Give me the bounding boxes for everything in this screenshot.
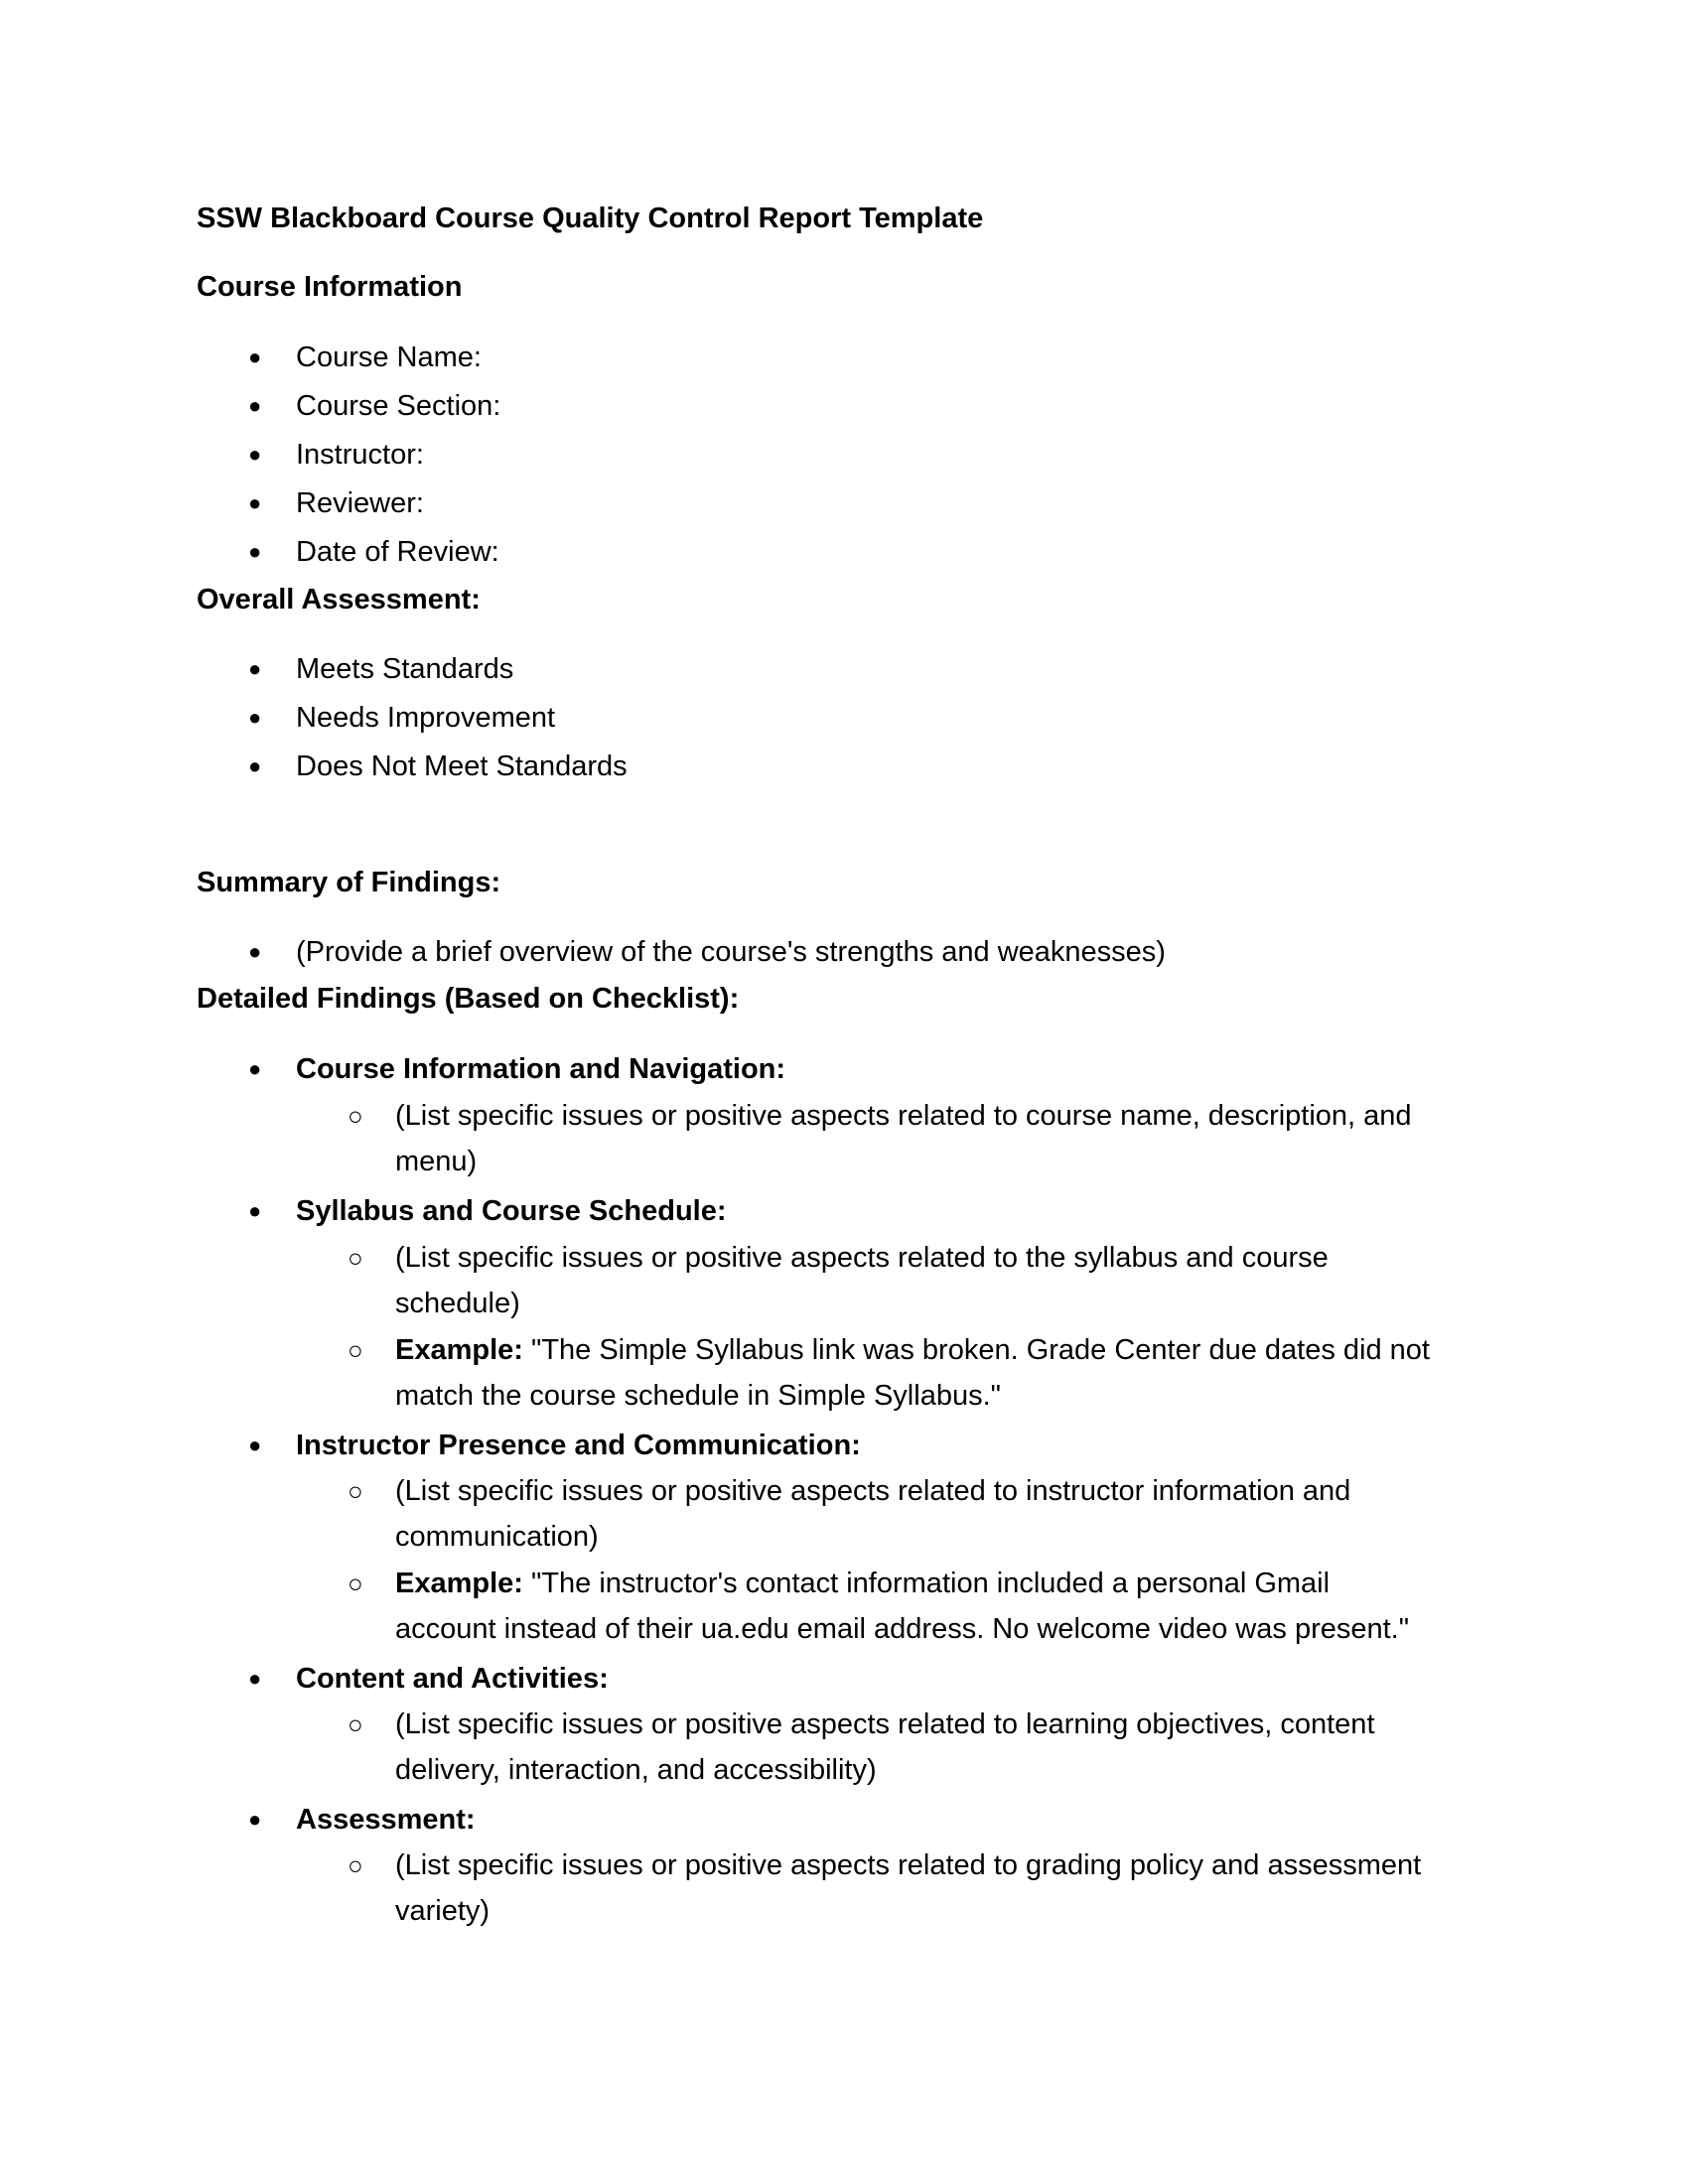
- list-item: ● (Provide a brief overview of the course's strengths and weaknesses): [296, 929, 1166, 975]
- list-item: ● Course Section:: [296, 383, 500, 429]
- bullet-icon: ●: [248, 656, 262, 681]
- course-information-heading: Course Information: [197, 271, 463, 303]
- circle-bullet-icon: ○: [348, 1850, 363, 1880]
- bullet-icon: ●: [248, 705, 262, 730]
- sub-item: ○ (List specific issues or positive aspects related to learning objectives, content delivery, interaction, and accessibility): [395, 1702, 1448, 1793]
- sub-item: ○ (List specific issues or positive aspects related to course name, description, and menu): [395, 1093, 1448, 1184]
- circle-bullet-icon: ○: [348, 1476, 363, 1506]
- detailed-findings-heading: Detailed Findings (Based on Checklist):: [197, 983, 740, 1015]
- bullet-icon: ●: [248, 539, 262, 564]
- list-item: ● Date of Review:: [296, 529, 499, 575]
- bullet-icon: ●: [248, 1198, 262, 1223]
- bullet-icon: ●: [248, 753, 262, 778]
- list-item: ● Instructor:: [296, 432, 424, 478]
- overall-assessment-heading: Overall Assessment:: [197, 584, 481, 615]
- bullet-icon: ●: [248, 1807, 262, 1832]
- section-title: ● Course Information and Navigation:: [296, 1046, 785, 1092]
- bullet-icon: ●: [248, 939, 262, 964]
- bullet-icon: ●: [248, 393, 262, 418]
- section-title: ● Syllabus and Course Schedule:: [296, 1188, 727, 1234]
- sub-item: ○ (List specific issues or positive aspects related to the syllabus and course schedule): [395, 1235, 1448, 1326]
- document-title: SSW Blackboard Course Quality Control Report Template: [197, 203, 984, 234]
- circle-bullet-icon: ○: [348, 1243, 363, 1273]
- section-title: ● Instructor Presence and Communication:: [296, 1423, 861, 1468]
- bullet-icon: ●: [248, 442, 262, 467]
- circle-bullet-icon: ○: [348, 1335, 363, 1365]
- bullet-icon: ●: [248, 490, 262, 515]
- bullet-icon: ●: [248, 344, 262, 369]
- bullet-icon: ●: [248, 1666, 262, 1691]
- summary-heading: Summary of Findings:: [197, 867, 501, 898]
- section-title: ● Content and Activities:: [296, 1656, 609, 1702]
- sub-item: ○ Example: "The instructor's contact information included a personal Gmail account instead of their ua.edu email address. No welcome video was present.": [395, 1561, 1448, 1652]
- bullet-icon: ●: [248, 1433, 262, 1457]
- list-item: ● Course Name:: [296, 335, 482, 380]
- list-item: ● Reviewer:: [296, 480, 424, 526]
- list-item: ● Does Not Meet Standards: [296, 744, 628, 789]
- list-item: ● Meets Standards: [296, 646, 513, 692]
- circle-bullet-icon: ○: [348, 1709, 363, 1739]
- circle-bullet-icon: ○: [348, 1569, 363, 1598]
- bullet-icon: ●: [248, 1056, 262, 1081]
- section-title: ● Assessment:: [296, 1797, 476, 1843]
- circle-bullet-icon: ○: [348, 1101, 363, 1131]
- sub-item: ○ Example: "The Simple Syllabus link was broken. Grade Center due dates did not match the course schedule in Simple Syllabus.": [395, 1327, 1448, 1419]
- list-item: ● Needs Improvement: [296, 695, 555, 741]
- sub-item: ○ (List specific issues or positive aspects related to grading policy and assessment variety): [395, 1843, 1448, 1934]
- sub-item: ○ (List specific issues or positive aspects related to instructor information and communication): [395, 1468, 1448, 1560]
